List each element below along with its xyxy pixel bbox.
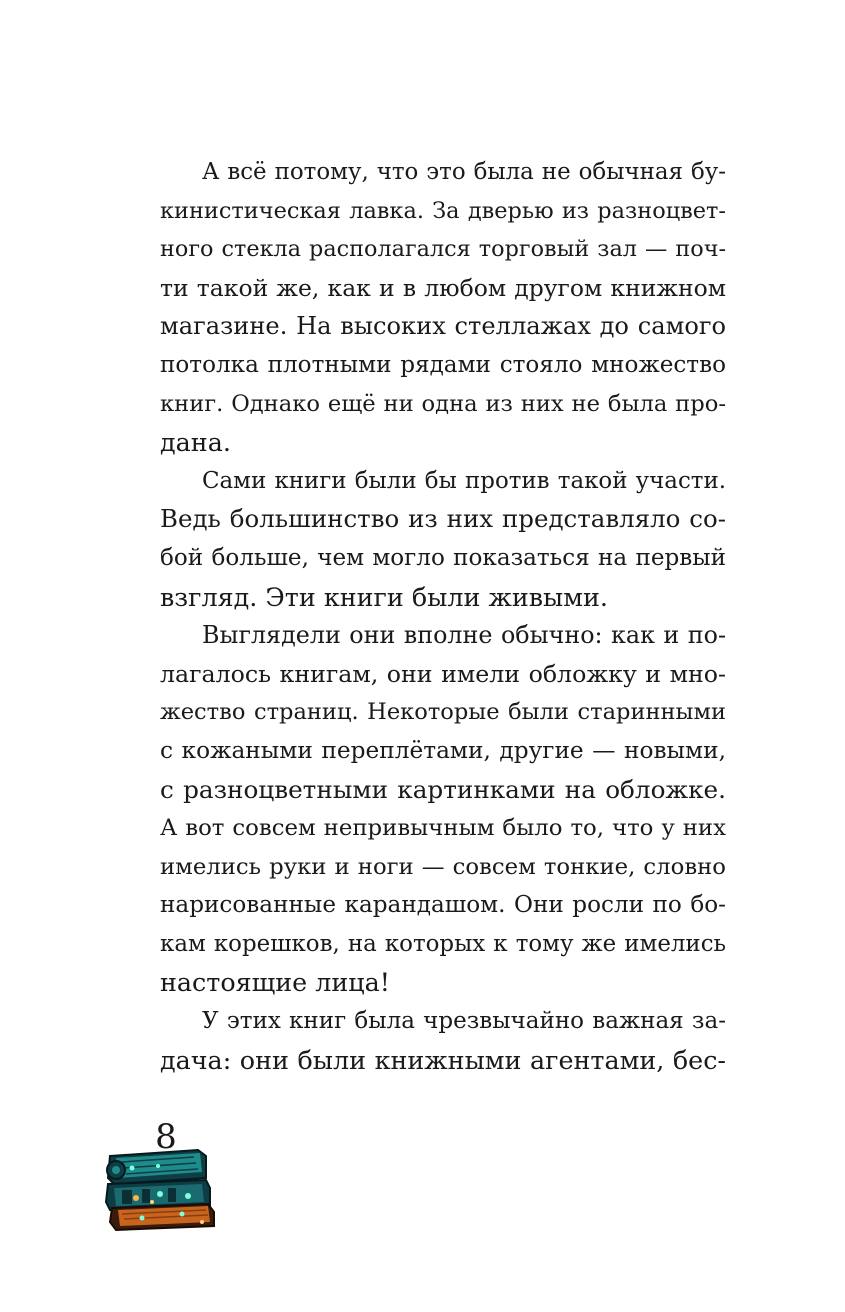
- text-line: ти такой же, как и в любом другом книжном: [160, 273, 726, 302]
- text-line: бой больше, чем могло показаться на первый: [160, 544, 726, 571]
- text-line: нарисованные карандашом. Они росли по бо-: [160, 892, 726, 919]
- text-line: взгляд. Эти книги были живыми.: [160, 581, 608, 612]
- text-line: жество страниц. Некоторые были старинными: [160, 699, 726, 726]
- text-line: дача: они были книжными агентами, бес-: [160, 1044, 726, 1075]
- text-line: ного стекла располагался торговый зал — поч-: [160, 236, 726, 263]
- text-line: лагалось книгам, они имели обложку и мно-: [160, 659, 726, 688]
- text-line: кинистическая лавка. За дверью из разноцвет-: [160, 197, 726, 224]
- text-line: А всё потому, что это была не обычная бу-: [202, 159, 726, 185]
- text-line: Выглядели они вполне обычно: как и по-: [202, 621, 726, 650]
- text-line: кам корешков, на которых к тому же имелись: [160, 930, 726, 957]
- text-line: с разноцветными картинками на обложке.: [160, 774, 726, 804]
- text-line: книг. Однако ещё ни одна из них не была про-: [160, 390, 726, 417]
- text-line: потолка плотными рядами стояло множество: [160, 351, 726, 378]
- text-line: У этих книг была чрезвычайно важная за-: [202, 1008, 726, 1035]
- text-line: имелись руки и ноги — совсем тонкие, словно: [160, 853, 726, 880]
- text-line: настоящие лица!: [160, 967, 390, 998]
- text-line: Ведь большинство из них представляло со-: [160, 504, 726, 534]
- body-text: [160, 153, 726, 1079]
- text-line: Сами книги были бы против такой участи.: [202, 467, 726, 494]
- text-line: с кожаными переплётами, другие — новыми,: [160, 736, 726, 764]
- bottom-book: [110, 1204, 214, 1230]
- text-line: дана.: [160, 427, 231, 458]
- text-line: А вот совсем непривычным было то, что у них: [160, 815, 726, 842]
- text-line: магазине. На высоких стеллажах до самого: [160, 312, 726, 341]
- page-number: 8: [155, 1117, 177, 1157]
